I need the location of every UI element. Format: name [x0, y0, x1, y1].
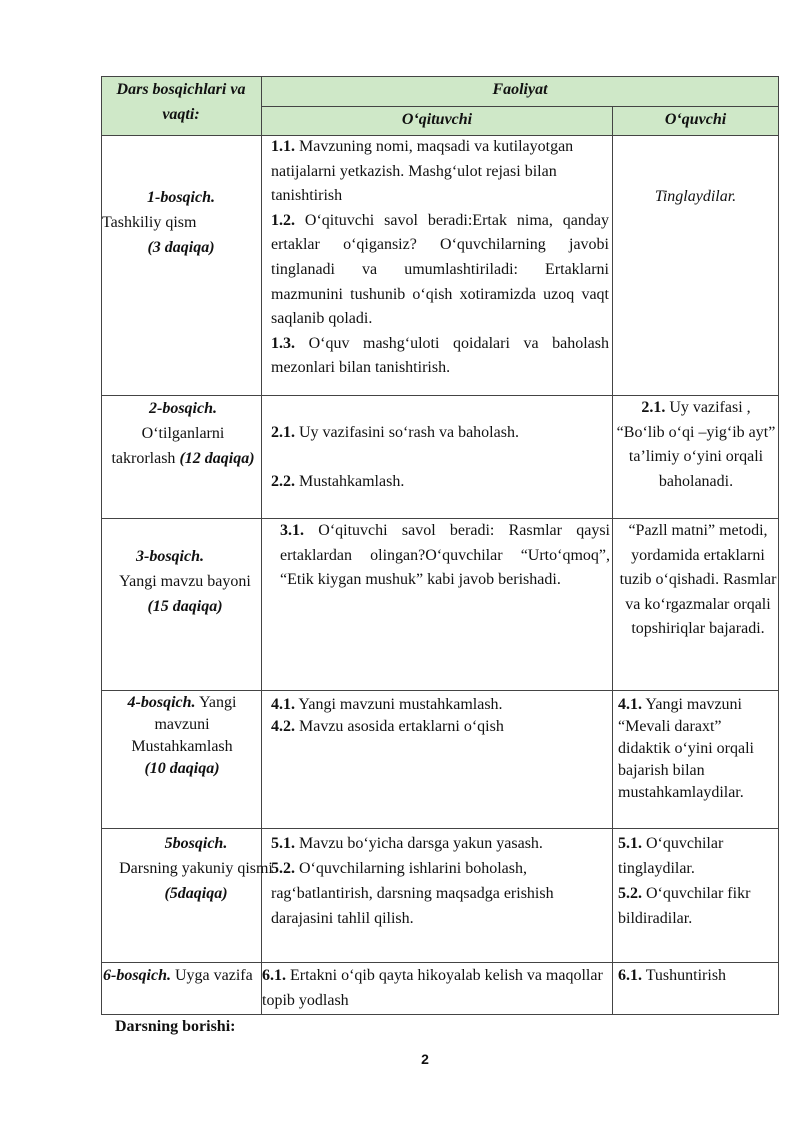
- row-4-teacher-activity: 4.1. Yangi mavzuni mustahkamlash. 4.2. Mavzu asosida ertaklarni o‘qish: [271, 696, 504, 735]
- header-activity: Faoliyat: [492, 81, 548, 98]
- row-2-student-activity: 2.1. Uy vazifasi , “Bo‘lib o‘qi –yig‘ib ayt” ta’limiy o‘yini orqali baholanadi.: [616, 399, 776, 490]
- row-4-stage: 4-bosqich. Yangi mavzuni Mustahkamlash (10 daqiqa): [127, 694, 237, 777]
- row-6-stage: 6-bosqich. Uyga vazifa: [103, 967, 253, 984]
- header-teacher: O‘qituvchi: [401, 111, 473, 128]
- row-4-student-activity: 4.1. Yangi mavzuni “Mevali daraxt” didaktik o‘yini orqali bajarish bilan mustahkamlaydilar.: [618, 696, 754, 801]
- row-2-teacher-activity: 2.1. Uy vazifasini so‘rash va baholash. 2.2. Mustahkamlash.: [271, 424, 519, 490]
- row-1-student-activity: Tinglaydilar.: [654, 188, 737, 205]
- section-heading: Darsning borishi:: [115, 1018, 236, 1035]
- row-6-teacher-activity: 6.1. Ertakni o‘qib qayta hikoyalab kelish va maqollar topib yodlash: [262, 967, 603, 1009]
- row-2-stage: 2-bosqich. O‘tilganlarni takrorlash (12 daqiqa): [111, 400, 255, 467]
- row-5-student-activity: 5.1. O‘quvchilar tinglaydilar. 5.2. O‘quvchilar fikr bildiradilar.: [618, 835, 751, 927]
- row-5-teacher-activity: 5.1. Mavzu bo‘yicha darsga yakun yasash. 5.2. O‘quvchilarning ishlarini boholash, rag‘batlantirish, darsning maqsadga erishish darajasini tahlil qilish.: [271, 835, 554, 927]
- page-number: 2: [421, 1051, 429, 1067]
- row-3-student-activity: “Pazll matni” metodi, yordamida ertaklarni tuzib o‘qishadi. Rasmlar va ko‘rgazmalar orqali topshiriqlar bajaradi.: [619, 522, 777, 638]
- row-3-stage: 3-bosqich. Yangi mavzu bayoni (15 daqiqa): [119, 548, 251, 615]
- row-3-teacher-activity: 3.1. O‘qituvchi savol beradi: Rasmlar qaysi ertaklardan olingan?O‘quvchilar “Urto‘qmoq”, “Etik kiygan mushuk” kabi javob berishadi.: [280, 522, 610, 588]
- header-student: O‘quvchi: [664, 111, 727, 128]
- header-stages-column: Dars bosqichlari va vaqti:: [116, 81, 246, 123]
- row-5-stage: 5bosqich. Darsning yakuniy qismi (5daqiqa): [119, 835, 273, 902]
- row-1-stage: 1-bosqich. Tashkiliy qism (3 daqiqa): [102, 189, 215, 256]
- row-2-stage-time-label: (12 daqiqa): [179, 450, 255, 467]
- row-6-student-activity: 6.1. Tushuntirish: [618, 967, 727, 984]
- row-1-teacher-activity: 1.1. Mavzuning nomi, maqsadi va kutilayotgan natijalarni yetkazish. Mashg‘ulot rejasi bilan tanishtirish 1.2. O‘qituvchi savol beradi:Ertak nima, qanday ertaklar o‘qigansiz? O‘quvchilarning javobi tinglanadi va umumlashtiriladi: Ertaklarni mazmunini tushunib o‘qish xotiramizda uzoq vaqt saqlanib qoladi. 1.3. O‘quv mashg‘uloti qoidalari va baholash mezonlari bilan tanishtirish.: [271, 138, 609, 377]
